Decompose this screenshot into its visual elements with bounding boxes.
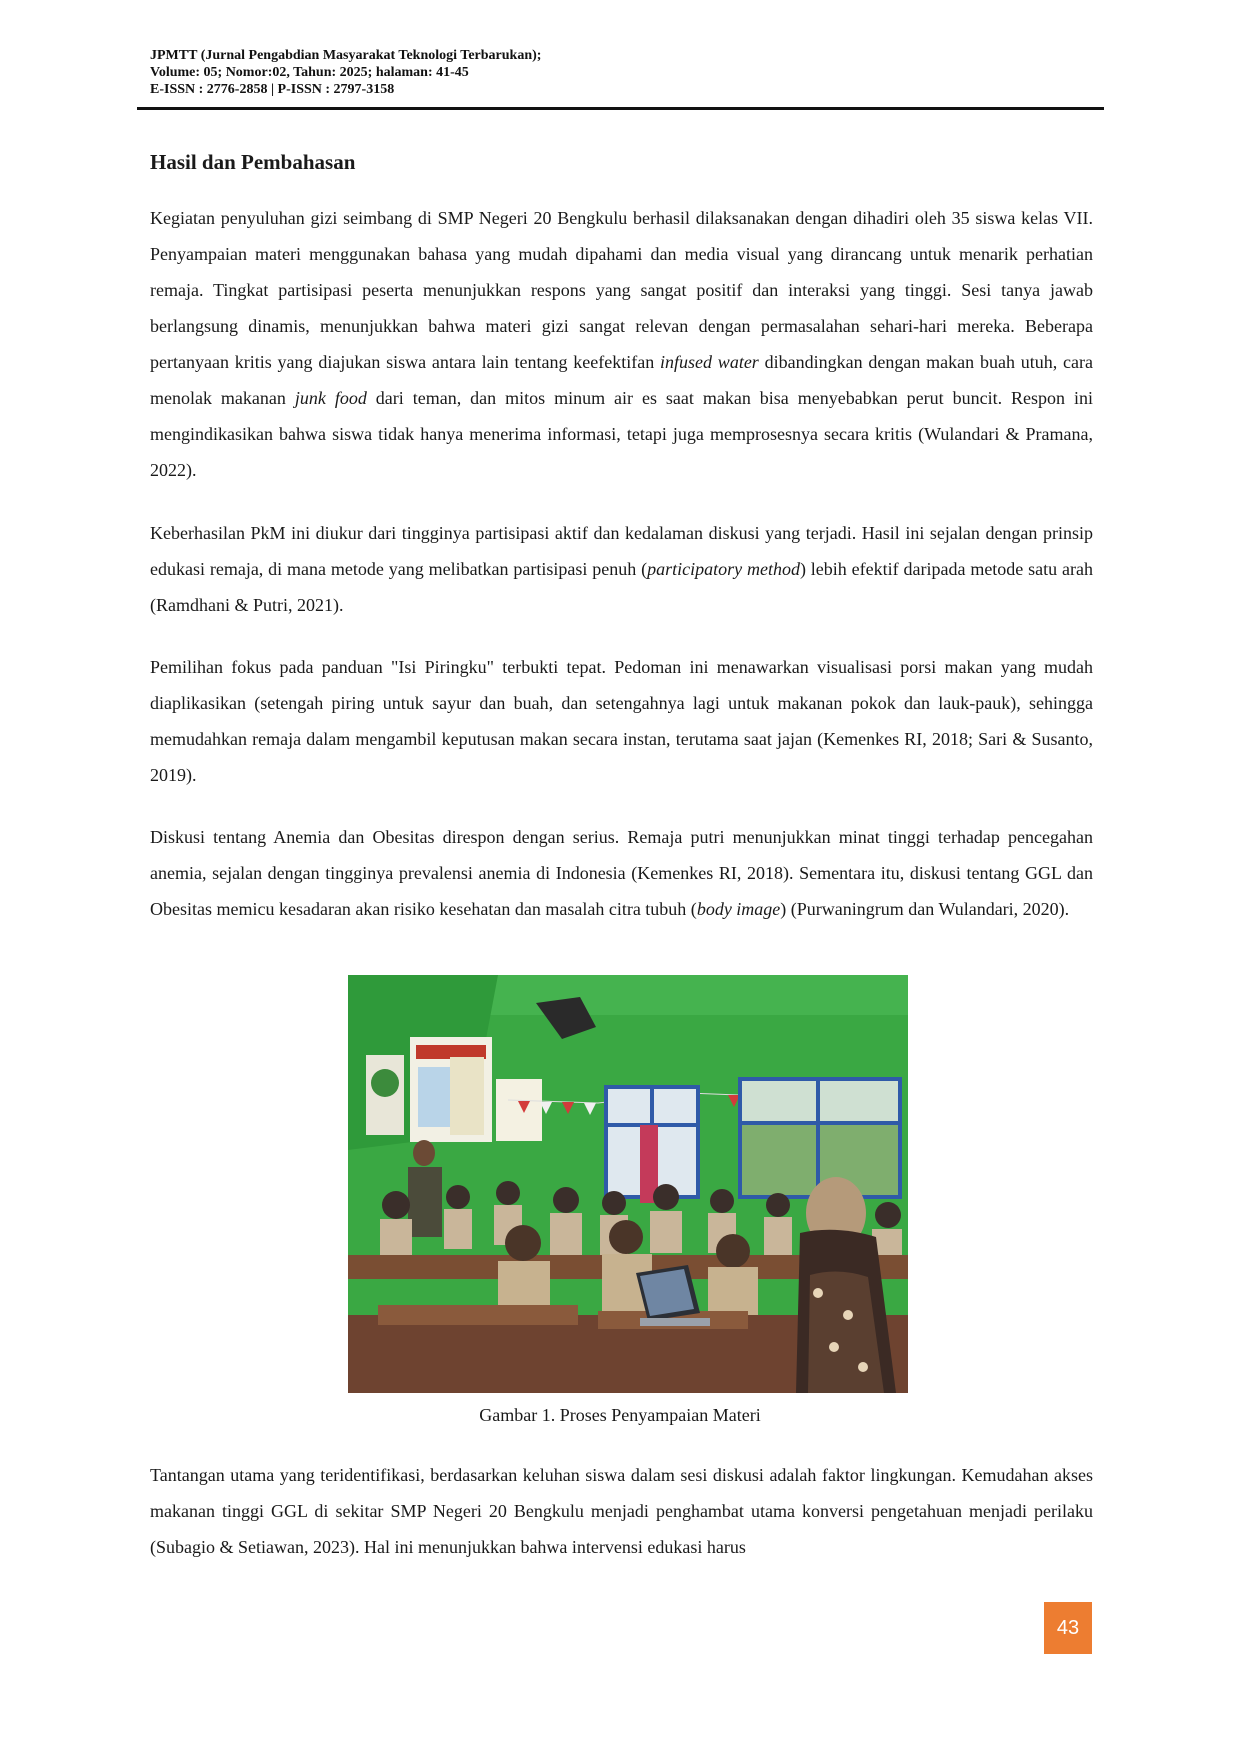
journal-title-line: JPMTT (Jurnal Pengabdian Masyarakat Teknologi Terbarukan); <box>150 48 542 63</box>
paragraph-4: Diskusi tentang Anemia dan Obesitas direspon dengan serius. Remaja putri menunjukkan minat tinggi terhadap pencegahan anemia, sejalan dengan tingginya prevalensi anemia di Indonesia (Kemenkes RI, 2018). Sementara itu, diskusi tentang GGL dan Obesitas memicu kesadaran akan risiko kesehatan dan masalah citra tubuh (body image) (Purwaningrum dan Wulandari, 2020). <box>150 827 1093 919</box>
term-junk-food: junk food <box>294 388 367 408</box>
journal-volume-line: Volume: 05; Nomor:02, Tahun: 2025; halaman: 41-45 <box>150 65 469 80</box>
figure-caption: Gambar 1. Proses Penyampaian Materi <box>479 1405 761 1425</box>
header-rule <box>137 107 1104 110</box>
term-infused-water: infused water <box>660 352 759 372</box>
journal-header <box>150 47 1105 98</box>
classroom-photo <box>348 975 908 1393</box>
paragraph-5: Tantangan utama yang teridentifikasi, berdasarkan keluhan siswa dalam sesi diskusi adalah faktor lingkungan. Kemudahan akses makanan tinggi GGL di sekitar SMP Negeri 20 Bengkulu menjadi penghambat utama konversi pengetahuan menjadi perilaku (Subagio & Setiawan, 2023). Hal ini menunjukkan bahwa intervensi edukasi harus <box>150 1465 1093 1557</box>
paragraph-1: Kegiatan penyuluhan gizi seimbang di SMP Negeri 20 Bengkulu berhasil dilaksanakan dengan dihadiri oleh 35 siswa kelas VII. Penyampaian materi menggunakan bahasa yang mudah dipahami dan media visual yang dirancang untuk menarik perhatian remaja. Tingkat partisipasi peserta menunjukkan respons yang sangat positif dan interaksi yang tinggi. Sesi tanya jawab berlangsung dinamis, menunjukkan bahwa materi gizi sangat relevan dengan permasalahan sehari-hari mereka. Beberapa pertanyaan kritis yang diajukan siswa antara lain tentang keefektifan infused water dibandingkan dengan makan buah utuh, cara menolak makanan junk food dari teman, dan mitos minum air es saat makan bisa menyebabkan perut buncit. Respon ini mengindikasikan bahwa siswa tidak hanya menerima informasi, tetapi juga memprosesnya secara kritis (Wulandari & Pramana, 2022). <box>150 208 1094 480</box>
paragraph-3: Pemilihan fokus pada panduan "Isi Piringku" terbukti tepat. Pedoman ini menawarkan visualisasi porsi makan yang mudah diaplikasikan (setengah piring untuk sayur dan buah, dan setengahnya lagi untuk makanan pokok dan lauk-pauk), sehingga memudahkan remaja dalam mengambil keputusan makan secara instan, terutama saat jajan (Kemenkes RI, 2018; Sari & Susanto, 2019). <box>150 657 1093 785</box>
journal-issn-line: E-ISSN : 2776-2858 | P-ISSN : 2797-3158 <box>150 82 395 97</box>
paragraph-2: Keberhasilan PkM ini diukur dari tingginya partisipasi aktif dan kedalaman diskusi yang terjadi. Hasil ini sejalan dengan prinsip edukasi remaja, di mana metode yang melibatkan partisipasi penuh (participatory method) lebih efektif daripada metode satu arah (Ramdhani & Putri, 2021). <box>150 523 1093 615</box>
term-body-image: body image <box>696 899 781 919</box>
section-heading: Hasil dan Pembahasan <box>150 150 356 174</box>
page-number-badge: 43 <box>1044 1602 1092 1654</box>
term-participatory-method: participatory method <box>647 559 800 579</box>
